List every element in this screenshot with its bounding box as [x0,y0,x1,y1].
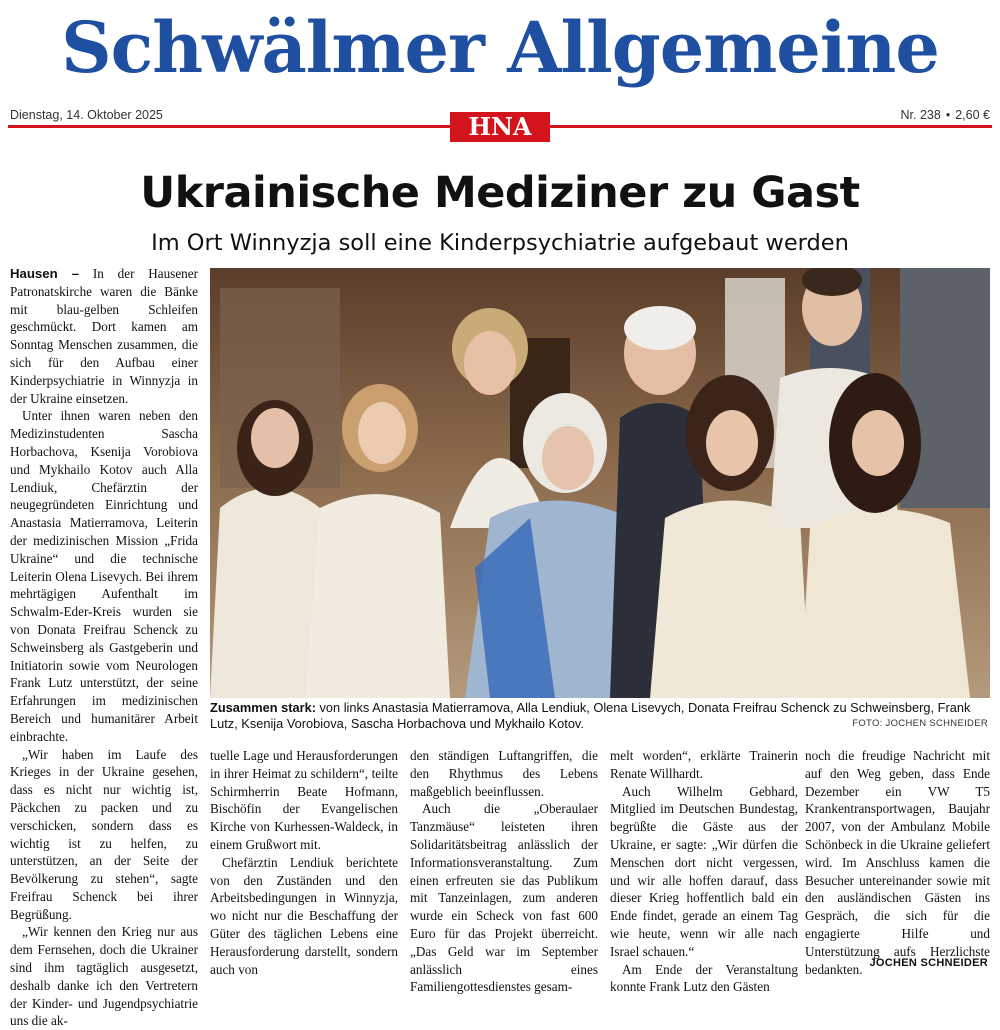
paragraph: Hausen – In der Hausener Patronatskirche waren die Bänke mit blau-gelben Schleifen geschmückt. Dort kamen am Sonntag Menschen zusammen, die sich für den Aufbau einer Kinderpsychiatrie in Winnyzja in der Ukraine einsetzen. [10,266,199,406]
article-column-5 [805,747,990,978]
article-photo [210,268,990,698]
paragraph: Auch Wilhelm Gebhard, Mitglied im Deutschen Bundestag, begrüßte die Gäste aus der Ukraine, er sagte: „Wir dürfen die Menschen dort nicht vergessen, und wir alle hoffen darauf, dass dieser Krieg hoffentlich bald ein Ende findet, gerade an einem Tag wie heute, wenn wir alle nach Israel schauen.“ [610,783,798,959]
newspaper-title: Schwälmer Allgemeine [61,6,939,89]
issue-info [901,108,990,122]
group-photo-illustration [210,268,990,698]
paragraph: Chefärztin Lendiuk berichtete von den Zuständen und den Arbeitsbedingungen in Winnyzja, wo nicht nur die Beschaffung der Güter des täglichen Lebens eine Herausforderung darstellt, sondern auch von [210,854,398,977]
caption-text: von links Anastasia Matierramova, Alla Lendiuk, Olena Lisevych, Donata Freifrau Schenck zu Schweinsberg, Frank Lutz, Ksenija Vorobiova, Sascha Horbachova und Mykhailo Kotov. [210,700,971,731]
issue-number: Nr. 238 [900,108,941,122]
paragraph: Auch die „Oberaulaer Tanzmäuse“ leisteten ihren Solidaritätsbeitrag anlässlich der Informationsveranstaltung. Zum einen erfreuten sie das Publikum mit Tanzeinlagen, zum anderen wurde ein Scheck von fast 600 Euro für das Projekt überreicht. „Das Geld war im September anlässlich eines Familiengottesdienstes gesam- [410,801,598,995]
issue-date: Dienstag, 14. Oktober 2025 [10,108,163,122]
paragraph: noch die freudige Nachricht mit auf den Weg geben, dass Ende Dezember ein VW T5 Krankentransportwagen, Baujahr 2007, von der Ambulanz Mobile Schönbeck in die Ukraine geliefert wird. Im Anschluss kamen die Besucher untereinander sowie mit den ausländischen Gästen ins Gespräch, die sich für die engagierte Hilfe und Unterstützung aufs Herzlichste bedankten. [805,748,990,977]
paragraph: melt worden“, erklärte Trainerin Renate Willhardt. [610,748,798,781]
photo-credit: FOTO: JOCHEN SCHNEIDER [852,718,988,729]
hna-logo: HNA [450,112,550,142]
article-headline: Ukrainische Mediziner zu Gast [140,168,860,218]
separator-dot: • [945,108,951,122]
paragraph: „Wir kennen den Krieg nur aus dem Fernsehen, doch die Ukrainer sind ihm tagtäglich ausgesetzt, deshalb danke ich den Vertretern der Kinder- und Jugendpsychiatrie uns die ak- [10,924,198,1029]
article-column-4 [610,747,798,996]
paragraph: Unter ihnen waren neben den Medizinstudenten Sascha Horbachova, Ksenija Vorobiova und Mykhailo Kotov auch Alla Lendiuk, Chefärztin der neugegründeten Einrichtung und Anastasia Matierramova, Leiterin der medizinischen Mission „Frida Ukraine“ und die technische Leiterin Olena Lisevych. Bei ihrem mehrtägigen Aufenthalt im Schwalm-Eder-Kreis wurden sie von Donata Freifrau Schenck zu Schweinsberg als Gastgeberin und Initiatorin sowie vom Neurologen Frank Lutz unterstützt, der seine Erfahrungen im medizinischen Bereich und humanitärer Arbeit einbrachte. [10,408,198,744]
article-column-2 [210,747,398,978]
paragraph: „Wir haben im Laufe des Krieges in der Ukraine gesehen, dass es nicht nur wichtig ist, Päckchen zu packen und zu verschicken, sondern dass es wichtig ist zu helfen, zu unterstützen, an der Seite der Bevölkerung zu stehen“, sagte Freifrau Schenck bei ihrer Begrüßung. [10,746,198,922]
dateline-place: Hausen – [10,266,80,281]
article-subhead: Im Ort Winnyzja soll eine Kinderpsychiatrie aufgebaut werden [151,230,849,256]
issue-price: 2,60 € [955,108,990,122]
masthead [0,0,1000,100]
article-column-3 [410,747,598,996]
paragraph: Am Ende der Veranstaltung konnte Frank Lutz den Gästen [610,961,798,995]
caption-lead: Zusammen stark: [210,700,316,715]
paragraph: tuelle Lage und Herausforderungen in ihrer Heimat zu schildern“, teilte Schirmherrin Beate Hofmann, Bischöfin der Evangelischen Kirche von Kurhessen-Waldeck, in einem Grußwort mit. [210,748,398,852]
paragraph: den ständigen Luftangriffen, die den Rhythmus des Lebens maßgeblich beeinflussen. [410,748,598,799]
article-column-1 [10,265,198,1030]
article-author: JOCHEN SCHNEIDER [869,957,988,969]
